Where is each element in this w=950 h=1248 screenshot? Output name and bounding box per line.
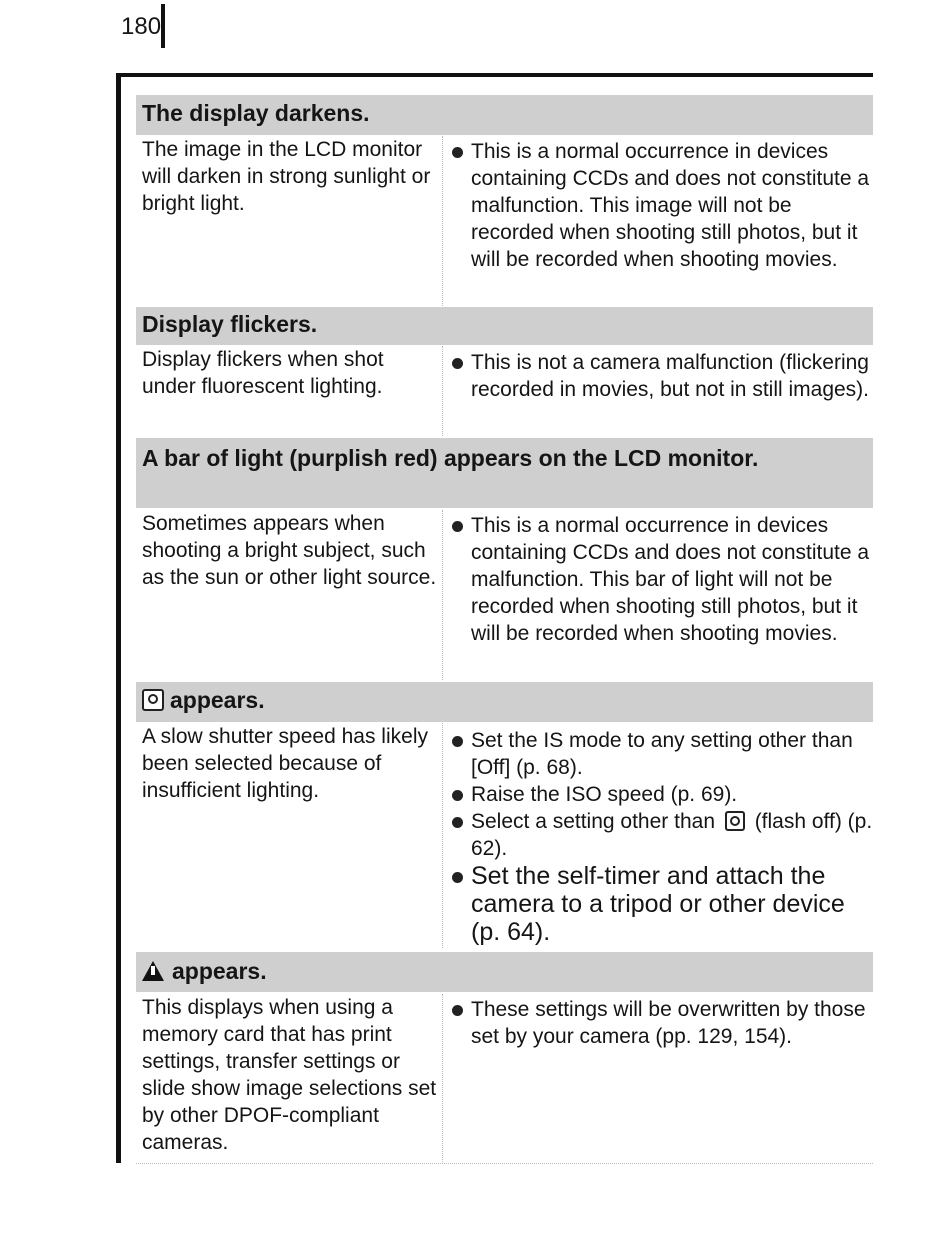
cause-text: The image in the LCD monitor will darken in strong sunlight or bright light.: [142, 138, 431, 215]
section-title-warning-appears: appears.: [136, 952, 873, 992]
solution-item: Select a setting other than (flash off) (p. 62).: [450, 808, 875, 862]
page-number-divider: [161, 4, 165, 48]
solution-item: Set the self-timer and attach the camera to a tripod or other device (p. 64).: [450, 862, 875, 946]
bullet-icon: [452, 736, 463, 747]
cause-text: Sometimes appears when shooting a bright subject, such as the sun or other light source.: [142, 512, 437, 589]
bullet-icon: [452, 521, 463, 532]
solution-item: This is a normal occurrence in devices containing CCDs and does not constitute a malfunction. This image will not be recorded when shooting still photos, but it will be recorded when shooting movies.: [450, 138, 875, 273]
solution-list: [450, 138, 875, 273]
section-title-camera-shake-appears: appears.: [136, 682, 873, 722]
column-divider: [442, 510, 443, 680]
table-left-rule: [116, 73, 121, 1163]
column-divider: [442, 346, 443, 436]
warning-icon: [142, 961, 164, 981]
table-top-rule: [116, 73, 873, 77]
section-title-bar-of-light: A bar of light (purplish red) appears on the LCD monitor.: [136, 438, 873, 508]
section-title-display-flickers: Display flickers.: [136, 307, 873, 345]
solution-list: [450, 349, 875, 403]
table-bottom-rule: [136, 1163, 873, 1164]
solution-list: [450, 727, 875, 946]
section-title-display-darkens: The display darkens.: [136, 95, 873, 135]
solution-list: [450, 996, 875, 1050]
cause-text: Display flickers when shot under fluorescent lighting.: [142, 348, 384, 398]
page-number: 180: [121, 13, 162, 40]
solution-item: These settings will be overwritten by those set by your camera (pp. 129, 154).: [450, 996, 875, 1050]
solution-item: This is not a camera malfunction (flickering recorded in movies, but not in still images).: [450, 349, 875, 403]
cause-text: This displays when using a memory card that has print settings, transfer settings or slide show image selections set by other DPOF-compliant cameras.: [142, 996, 437, 1154]
cause-text: A slow shutter speed has likely been selected because of insufficient lighting.: [142, 725, 428, 802]
solution-item: This is a normal occurrence in devices containing CCDs and does not constitute a malfunction. This bar of light will not be recorded when shooting still photos, but it will be recorded when shooting movies.: [450, 512, 875, 647]
column-divider: [442, 723, 443, 948]
solution-item: Set the IS mode to any setting other than [Off] (p. 68).: [450, 727, 875, 781]
solution-list: [450, 512, 875, 647]
column-divider: [442, 994, 443, 1162]
bullet-icon: [452, 1005, 463, 1016]
flash-off-icon: [725, 811, 745, 831]
column-divider: [442, 136, 443, 306]
bullet-icon: [452, 147, 463, 158]
bullet-icon: [452, 790, 463, 801]
bullet-icon: [452, 358, 463, 369]
camera-shake-icon: [142, 689, 164, 711]
bullet-icon: [452, 872, 463, 883]
bullet-icon: [452, 817, 463, 828]
solution-item: Raise the ISO speed (p. 69).: [450, 781, 875, 808]
